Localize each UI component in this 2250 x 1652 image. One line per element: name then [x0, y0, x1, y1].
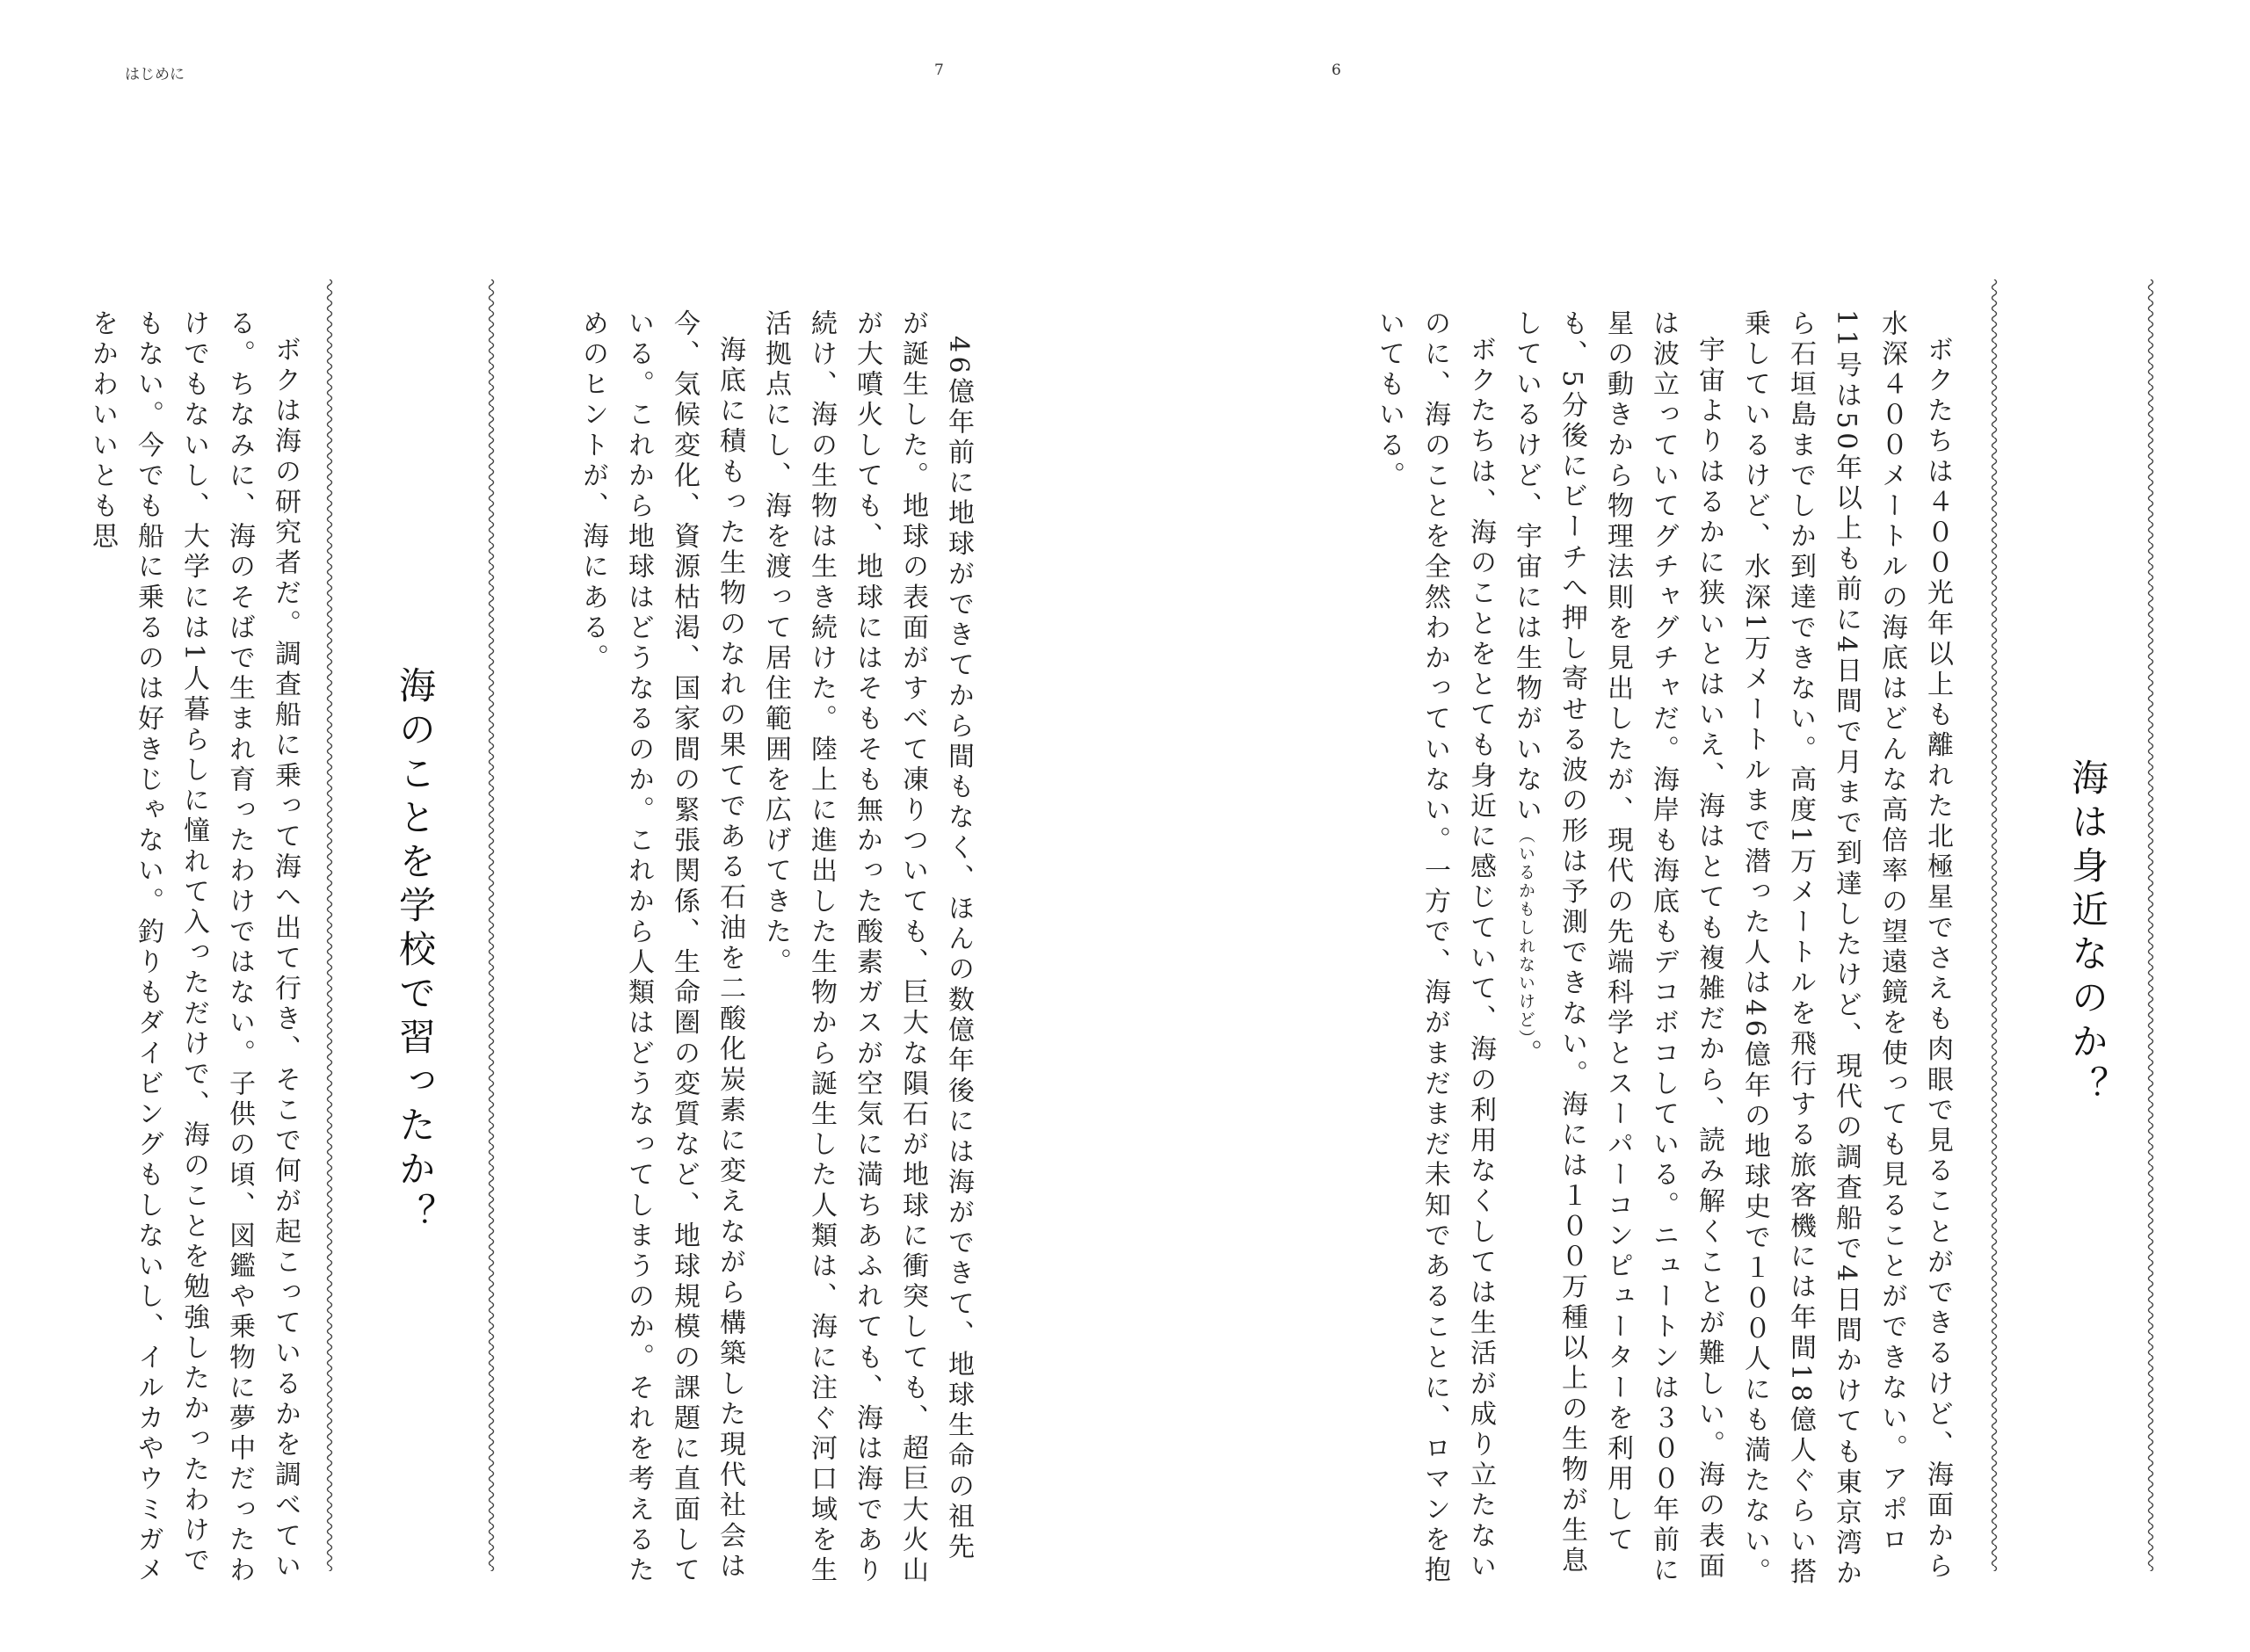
heading-text: 海のことを学校で習ったか？ — [394, 666, 437, 1237]
aside-note: （いるかもしれないけど） — [1516, 826, 1535, 1040]
page-number-left: 7 — [934, 62, 944, 79]
paragraph — [1503, 309, 1731, 1592]
paragraph-text: 宇宙よりはるかに狭いとはいえ、海はとても複雑だから、読み解くことが難しい。海の表面は波立っていてグチャグチャだ。海岸も海底もデコボコしている。ニュートンは３００年前に星の動きから物理法則を見出したが、現代の先端科学とスーパーコンピューターを利用しても、5分後にビーチへ押し寄せる波の形は予測できない。海には１００万種以上の生物が生息しているけど、宇宙には生物がいない — [1511, 309, 1724, 1587]
body-text-right-page — [1345, 309, 1960, 1592]
paragraph: 46億年前に地球ができてから間もなく、ほんの数億年後には海ができて、地球生命の祖先が誕生した。地球の表面がすべて凍りついても、巨大な隕石が地球に衝突しても、超巨大火山が大噴火しても、地球にはそもそも無かった酸素ガスが空気に満ちあふれても、海は海であり続け、海の生物は生き続けた。陸上に進出した生物から誕生した人類は、海に注ぐ河口域を生活拠点にし、海を渡って居住範囲を広げてきた。 — [760, 309, 974, 1587]
heading-text: 海は身近なのか？ — [2066, 758, 2109, 1110]
page-number-right: 6 — [1332, 62, 1341, 79]
section-heading-left — [371, 279, 459, 1571]
heading-divider-left-outer — [485, 279, 497, 1571]
running-header-title: はじめに — [125, 66, 185, 83]
paragraph: 海底に積もった生物のなれの果てである石油を二酸化炭素に変えながら構築した現代社会は今、気候変化、資源枯渇、国家間の緊張関係、生命圏の変質など、地球規模の課題に直面している。これから地球はどうなるのか。これから人類はどうなってしまうのか。それを考えるためのヒントが、海にある。 — [577, 309, 745, 1587]
body-text-left-page-upper — [524, 309, 981, 1592]
body-text-left-page-lower — [87, 309, 308, 1592]
paragraph: ボクたちは、海のことをとても身近に感じていて、海の利用なくしては生活が成り立たないのに、海のことを全然わかっていない。一方で、海がまだまだ未知であることに、ロマンを抱いてもいる。 — [1374, 309, 1496, 1587]
heading-divider-right-inner — [1988, 279, 2000, 1571]
paragraph: ボクたちは４００光年以上も離れた北極星でさえも肉眼で見ることができるけど、海面から水深４００メートルの海底はどんな高倍率の望遠鏡を使っても見ることができない。アポロ11号は50年以上も前に4日間で月まで到達したけど、現代の調査船で4日間かけても東京湾から石垣島までしか到達できない。高度1万メートルを飛行する旅客機には年間18億人ぐらい搭乗しているけど、水深1万メートルまで潜った人は46億年の地球史で１００人にも満たない。 — [1739, 309, 1953, 1590]
paragraph: ボクは海の研究者だ。調査船に乗って海へ出て行き、そこで何が起こっているかを調べている。ちなみに、海のそばで生まれ育ったわけではない。子供の頃、図鑑や乗物に夢中だったわけでもないし、大学には1人暮らしに憧れて入っただけで、海のことを勉強したかったわけでもない。今でも船に乗るのは好きじゃない。釣りもダイビングもしないし、イルカやウミガメをかわいいとも思 — [87, 309, 301, 1587]
section-heading-right — [2048, 279, 2127, 1571]
heading-divider-left-inner — [323, 279, 336, 1571]
paragraph-end: 。 — [1511, 1039, 1542, 1070]
heading-divider-right-outer — [2145, 279, 2157, 1571]
